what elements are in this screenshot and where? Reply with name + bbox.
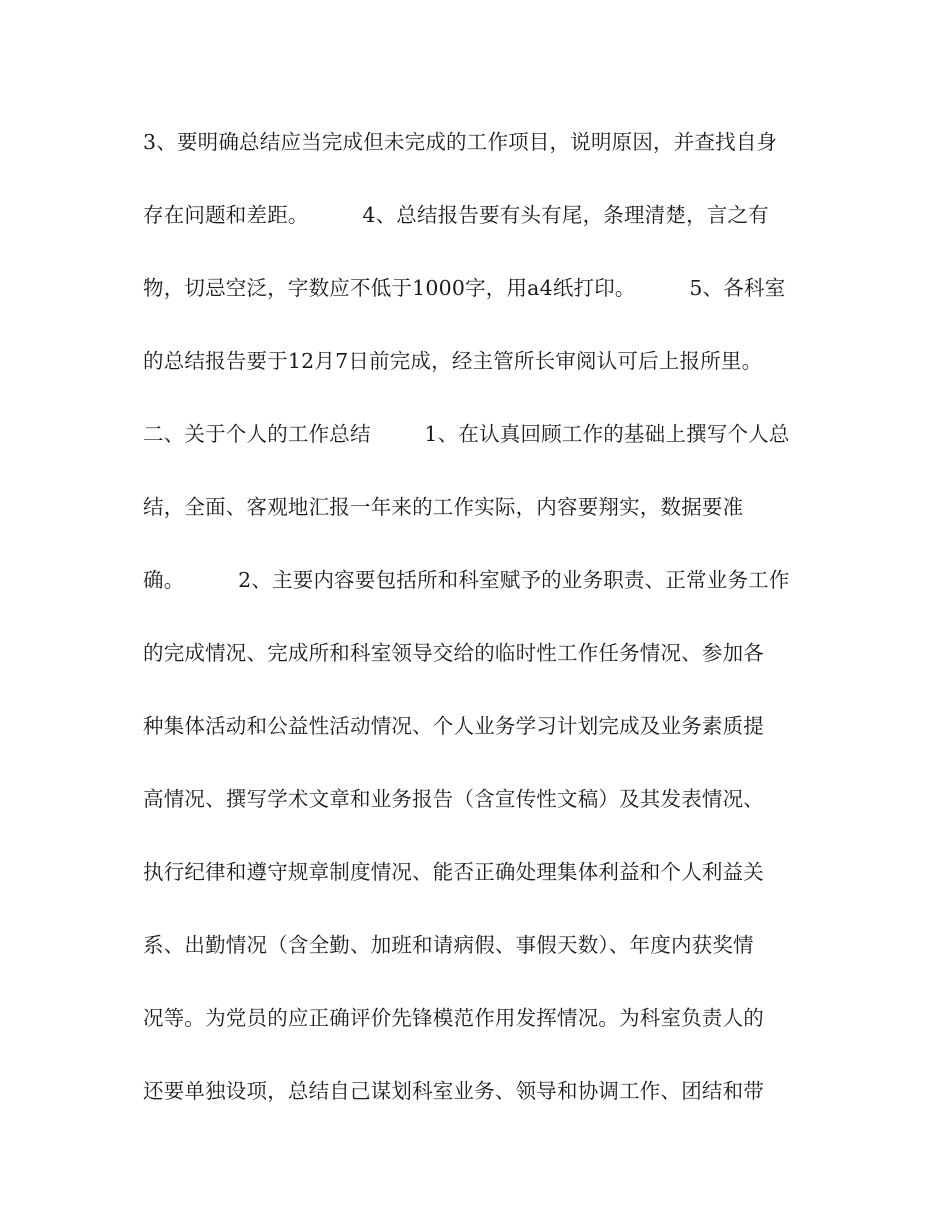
- text-line: 况等。为党员的应正确评价先锋模范作用发挥情况。为科室负责人的: [143, 1006, 764, 1030]
- text-line: 种集体活动和公益性活动情况、个人业务学习计划完成及业务素质提: [143, 714, 764, 738]
- text-line: 3、要明确总结应当完成但未完成的工作项目，说明原因，并查找自身: [143, 130, 778, 154]
- text-line: 结，全面、客观地汇报一年来的工作实际，内容要翔实，数据要准: [143, 495, 744, 519]
- text-line: 的总结报告要于12月7日前完成，经主管所长审阅认可后上报所里。: [143, 349, 763, 373]
- text-line: 确。 2、主要内容要包括所和科室赋予的业务职责、正常业务工作: [143, 568, 790, 592]
- text-line: 系、出勤情况（含全勤、加班和请病假、事假天数）、年度内获奖情: [143, 933, 754, 957]
- text-line: 执行纪律和遵守规章制度情况、能否正确处理集体利益和个人利益关: [143, 860, 764, 884]
- text-line: 二、关于个人的工作总结 1、在认真回顾工作的基础上撰写个人总: [143, 422, 790, 446]
- document-body: [143, 122, 823, 1144]
- text-line: 的完成情况、完成所和科室领导交给的临时性工作任务情况、参加各: [143, 641, 764, 665]
- text-line: 存在问题和差距。 4、总结报告要有头有尾，条理清楚，言之有: [143, 203, 769, 227]
- text-line: 还要单独设项，总结自己谋划科室业务、领导和协调工作、团结和带: [143, 1079, 764, 1103]
- text-line: 物，切忌空泛，字数应不低于1000字，用a4纸打印。 5、各科室: [143, 276, 786, 300]
- text-line: 高情况、撰写学术文章和业务报告（含宣传性文稿）及其发表情况、: [143, 787, 764, 811]
